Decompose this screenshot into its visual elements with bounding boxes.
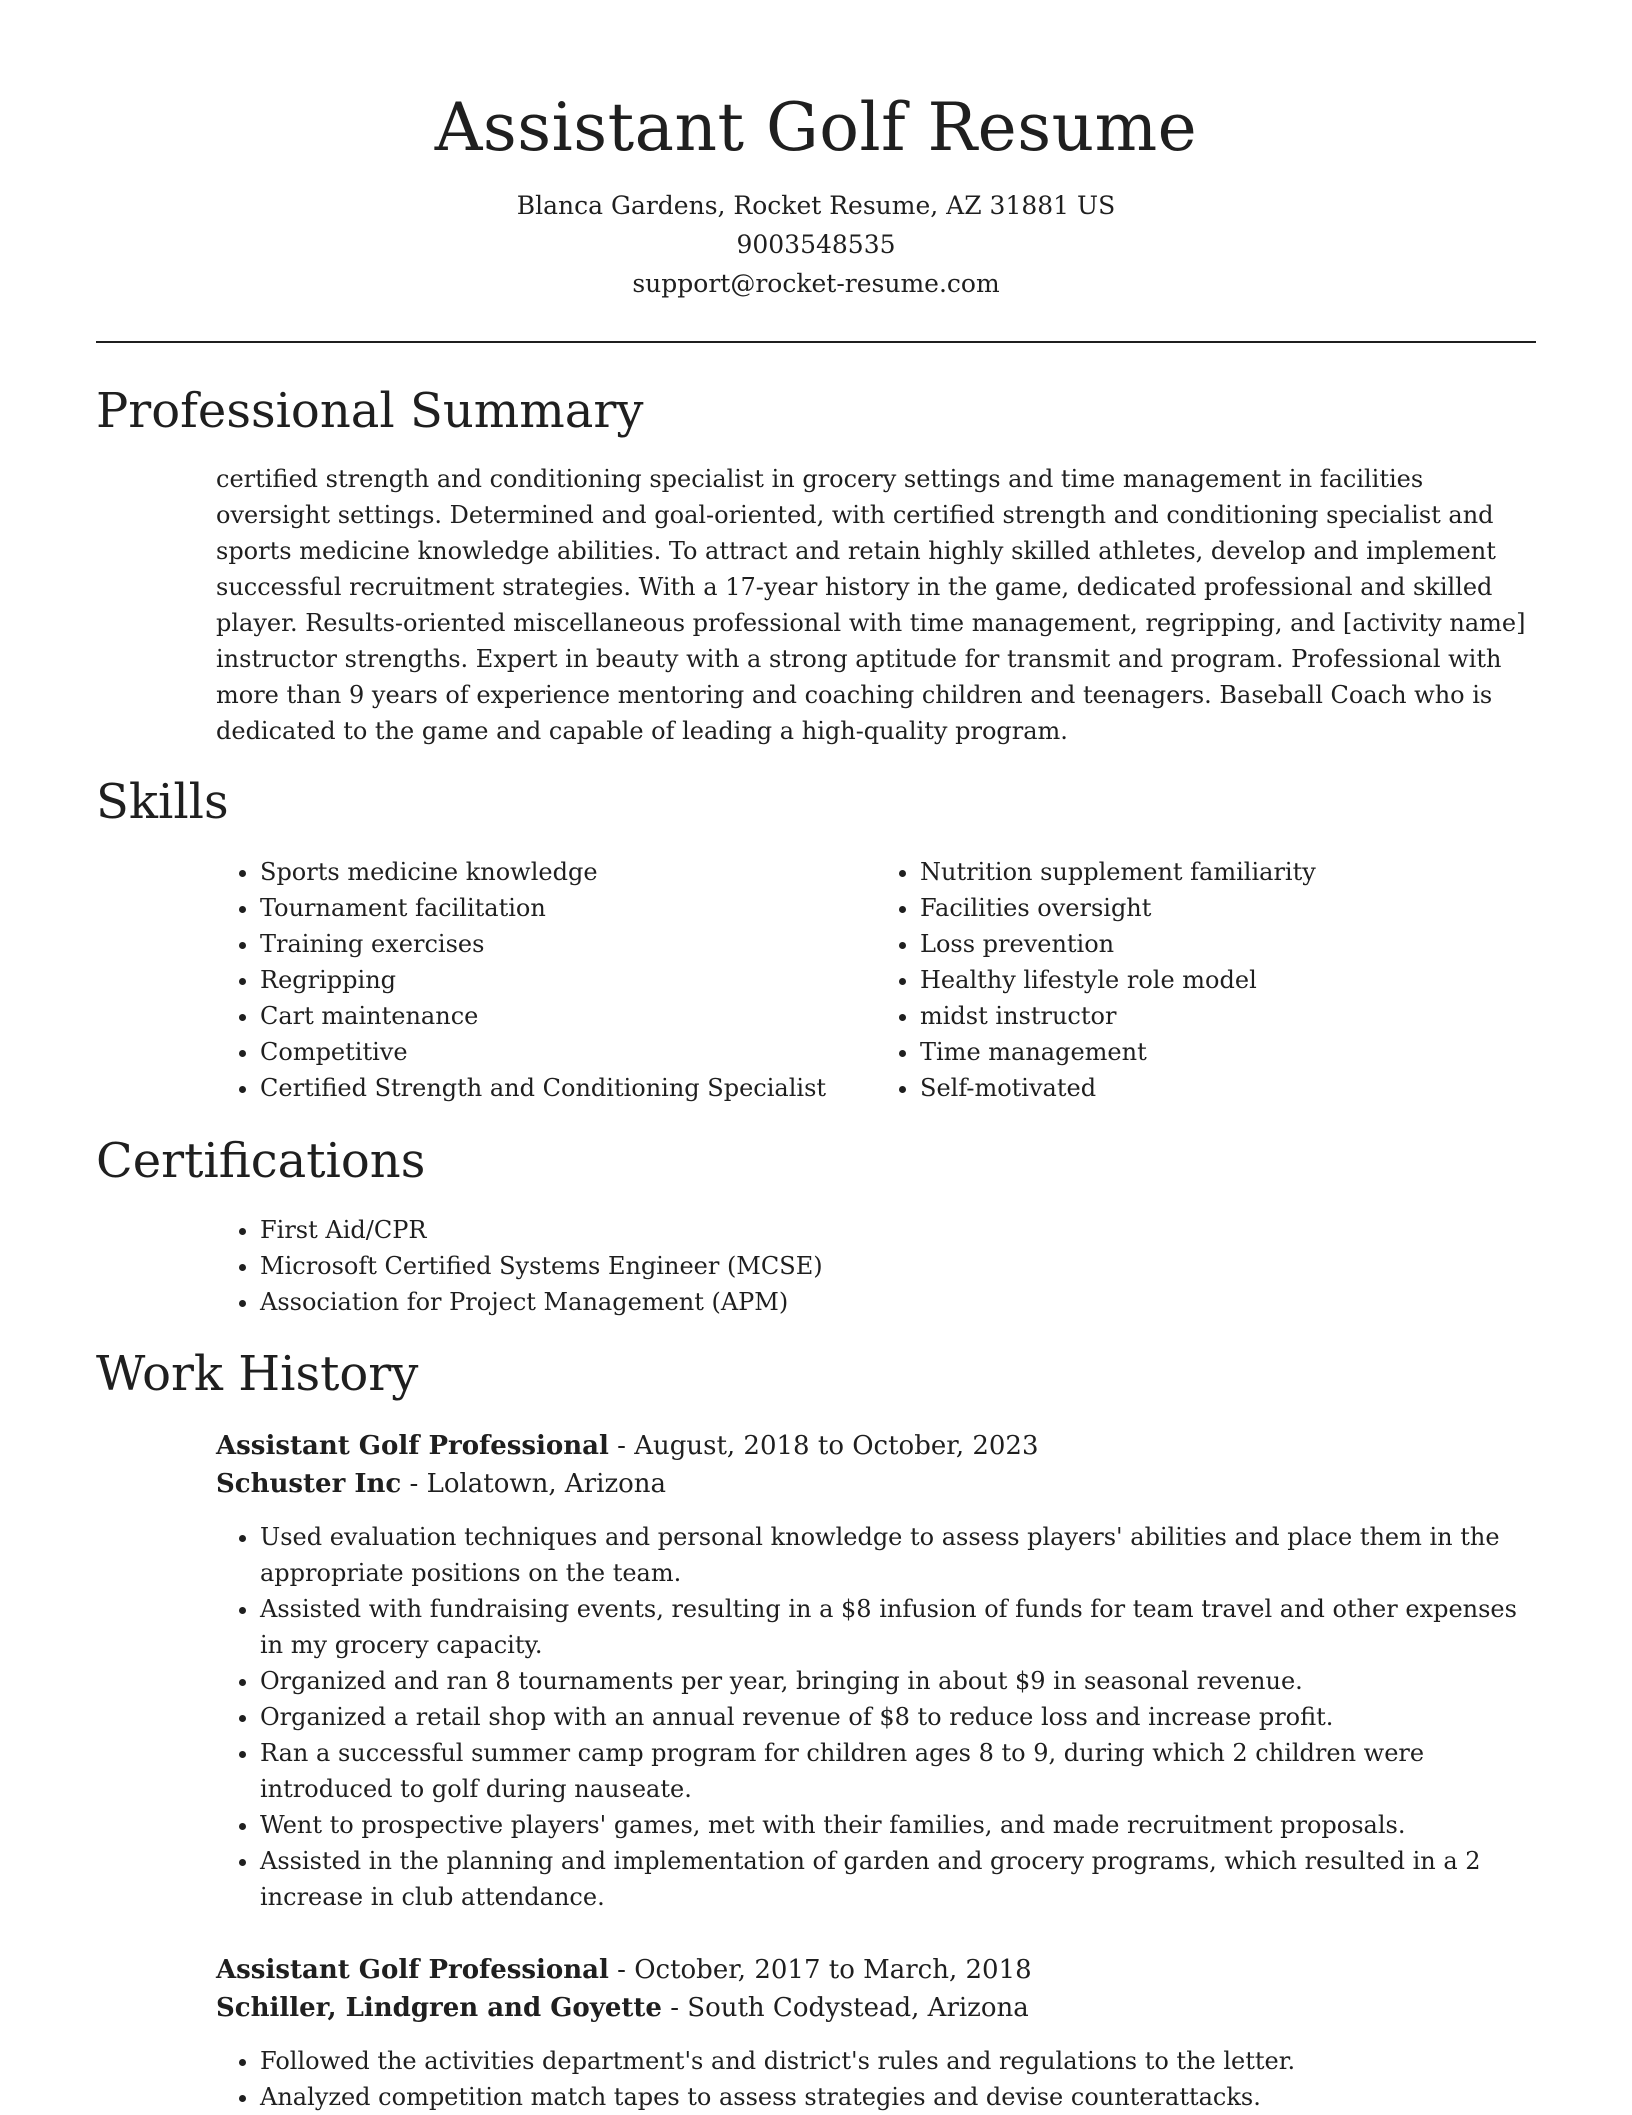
certification-item: • Association for Project Management (APM)	[260, 1284, 1536, 1320]
job-bullet: • Assisted in the planning and implementation of garden and grocery programs, which resulted in a 2 increase in club attendance.	[260, 1843, 1536, 1915]
skill-item: • Healthy lifestyle role model	[920, 962, 1536, 998]
contact-phone: 9003548535	[736, 230, 896, 259]
job-bullet: • Went to prospective players' games, met with their families, and made recruitment proposals.	[260, 1807, 1536, 1843]
job-company-line	[216, 1989, 1536, 2027]
job-bullet: • Followed the activities department's and district's rules and regulations to the letter.	[260, 2043, 1536, 2079]
job-bullet: • Organized a retail shop with an annual revenue of $8 to reduce loss and increase profit.	[260, 1699, 1536, 1735]
skill-item: • Certified Strength and Conditioning Specialist	[260, 1070, 876, 1106]
header-divider	[96, 341, 1536, 343]
job-company-line	[216, 1465, 1536, 1503]
job-company: Schiller, Lindgren and Goyette	[216, 1993, 662, 2023]
contact-email: support@rocket-resume.com	[632, 269, 1000, 298]
section-title-skills: Skills	[96, 774, 229, 830]
certifications-list	[216, 1212, 1536, 1320]
skill-item: • Tournament facilitation	[260, 890, 876, 926]
skill-item: • Sports medicine knowledge	[260, 854, 876, 890]
job-company: Schuster Inc	[216, 1469, 402, 1499]
job-bullet: • Ran a successful summer camp program for children ages 8 to 9, during which 2 children were introduced to golf during nauseate.	[260, 1735, 1536, 1807]
job-dates: - October, 2017 to March, 2018	[608, 1955, 1032, 1985]
skill-item: • Self-motivated	[920, 1070, 1536, 1106]
resume-title: Assistant Golf Resume	[434, 89, 1198, 166]
certification-item: • First Aid/CPR	[260, 1212, 1536, 1248]
skill-item: • Cart maintenance	[260, 998, 876, 1034]
skill-item: • Loss prevention	[920, 926, 1536, 962]
skill-item: • Time management	[920, 1034, 1536, 1070]
job-role: Assistant Golf Professional	[216, 1431, 609, 1461]
job-location: - Lolatown, Arizona	[401, 1469, 667, 1499]
contact-address: Blanca Gardens, Rocket Resume, AZ 31881 US	[516, 191, 1116, 220]
skill-item: • Regripping	[260, 962, 876, 998]
skill-item: • Training exercises	[260, 926, 876, 962]
skills-list	[216, 854, 1536, 1106]
section-title-certifications: Certifications	[96, 1133, 426, 1189]
job-bullet: • Analyzed competition match tapes to assess strategies and devise counterattacks.	[260, 2079, 1536, 2115]
job-title-line	[216, 1427, 1536, 1465]
section-title-summary: Professional Summary	[96, 383, 644, 439]
certification-item: • Microsoft Certified Systems Engineer (MCSE)	[260, 1248, 1536, 1284]
skills-column-right	[876, 854, 1536, 1106]
skill-item: • Competitive	[260, 1034, 876, 1070]
job-entry	[216, 1951, 1536, 2115]
job-bullet: • Used evaluation techniques and personal knowledge to assess players' abilities and place them in the appropriate positions on the team.	[260, 1519, 1536, 1591]
job-bullet: • Assisted with fundraising events, resulting in a $8 infusion of funds for team travel and other expenses in my grocery capacity.	[260, 1591, 1536, 1663]
job-dates: - August, 2018 to October, 2023	[608, 1431, 1039, 1461]
skills-column-left	[216, 854, 876, 1106]
job-location: - South Codystead, Arizona	[661, 1993, 1029, 2023]
contact-block	[0, 186, 1632, 303]
skill-item: • midst instructor	[920, 998, 1536, 1034]
skill-item: • Nutrition supplement familiarity	[920, 854, 1536, 890]
job-role: Assistant Golf Professional	[216, 1955, 609, 1985]
skill-item: • Facilities oversight	[920, 890, 1536, 926]
job-bullet: • Organized and ran 8 tournaments per year, bringing in about $9 in seasonal revenue.	[260, 1663, 1536, 1699]
resume-header	[0, 0, 1632, 303]
section-title-work-history: Work History	[96, 1346, 419, 1402]
job-entry	[216, 1427, 1536, 1915]
job-bullets	[216, 2043, 1536, 2115]
summary-text: certified strength and conditioning specialist in grocery settings and time management in facilities oversight settings. Determined and goal-oriented, with certified strength and conditioning specialist and sports medicine knowledge abilities. To attract and retain highly skilled athletes, develop and implement successful recruitment strategies. With a 17-year history in the game, dedicated professional and skilled player. Results-oriented miscellaneous professional with time management, regripping, and [activity name] instructor strengths. Expert in beauty with a strong aptitude for transmit and program. Professional with more than 9 years of experience mentoring and coaching children and teenagers. Baseball Coach who is dedicated to the game and capable of leading a high-quality program.	[216, 465, 1526, 745]
job-title-line	[216, 1951, 1536, 1989]
job-bullets	[216, 1519, 1536, 1915]
